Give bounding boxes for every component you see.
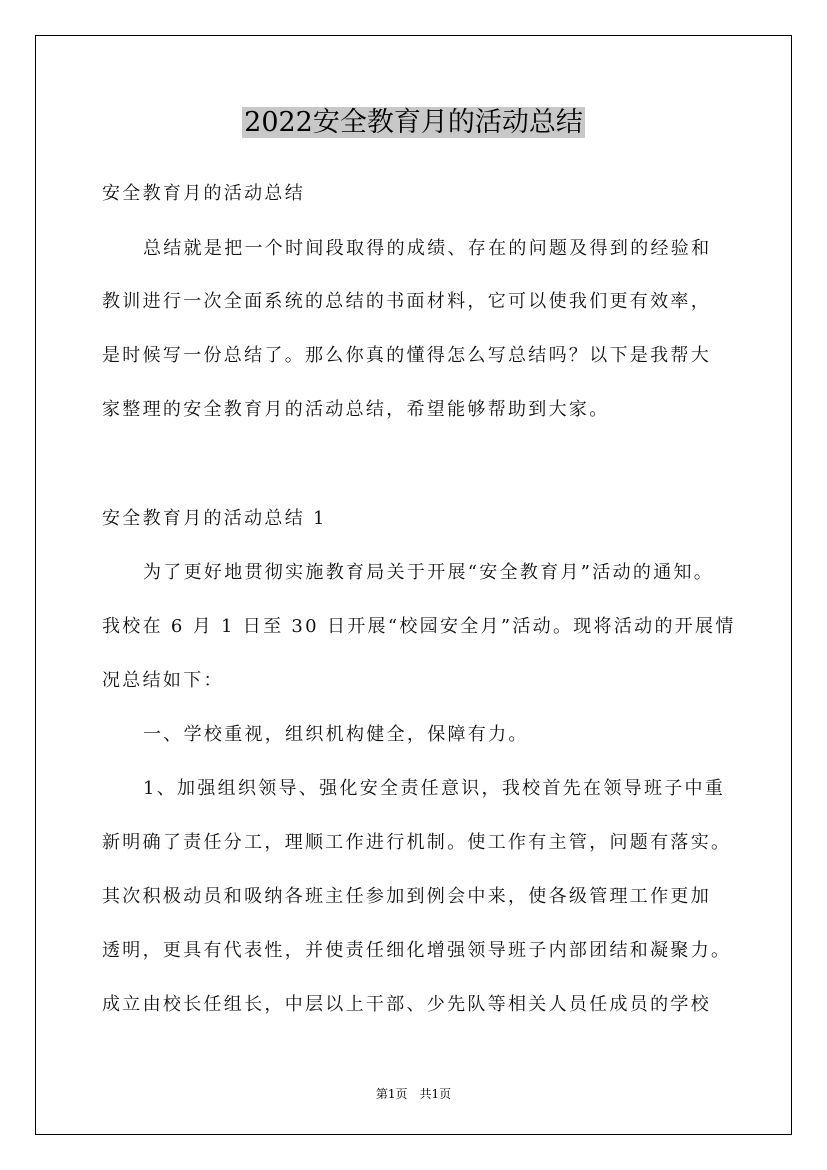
page-number: 第1页: [375, 1087, 408, 1101]
paragraph-line: 总结就是把一个时间段取得的成绩、存在的问题及得到的经验和: [143, 238, 712, 259]
paragraph-line: 1、加强组织领导、强化安全责任意识，我校首先在领导班子中重: [143, 778, 726, 799]
paragraph-line: 教训进行一次全面系统的总结的书面材料，它可以使我们更有效率，: [102, 291, 711, 312]
paragraph-line: 是时候写一份总结了。那么你真的懂得怎么写总结吗？以下是我帮大: [102, 345, 711, 366]
paragraph-line: 家整理的安全教育月的活动总结，希望能够帮助到大家。: [102, 399, 610, 420]
paragraph-line: 我校在 6 月 1 日至 30 日开展“校园安全月”活动。现将活动的开展情: [102, 616, 736, 637]
section-heading: 安全教育月的活动总结: [102, 183, 305, 204]
section-heading: 安全教育月的活动总结 1: [102, 508, 327, 529]
paragraph-line: 新明确了责任分工，理顺工作进行机制。使工作有主管，问题有落实。: [102, 832, 732, 853]
document-title: [0, 103, 827, 143]
paragraph-line: 其次积极动员和吸纳各班主任参加到例会中来，使各级管理工作更加: [102, 886, 711, 907]
page-footer: [0, 1085, 827, 1102]
paragraph-line: 况总结如下：: [102, 670, 224, 691]
paragraph-line: 成立由校长任组长，中层以上干部、少先队等相关人员任成员的学校: [102, 994, 711, 1015]
document-title-text: 2022安全教育月的活动总结: [244, 107, 583, 138]
paragraph-line: 为了更好地贯彻实施教育局关于开展“安全教育月”活动的通知。: [143, 562, 715, 583]
paragraph-line: 透明，更具有代表性，并使责任细化增强领导班子内部团结和凝聚力。: [102, 940, 732, 961]
page-total: 共1页: [419, 1087, 452, 1101]
paragraph-line: 一、学校重视，组织机构健全，保障有力。: [143, 724, 529, 745]
